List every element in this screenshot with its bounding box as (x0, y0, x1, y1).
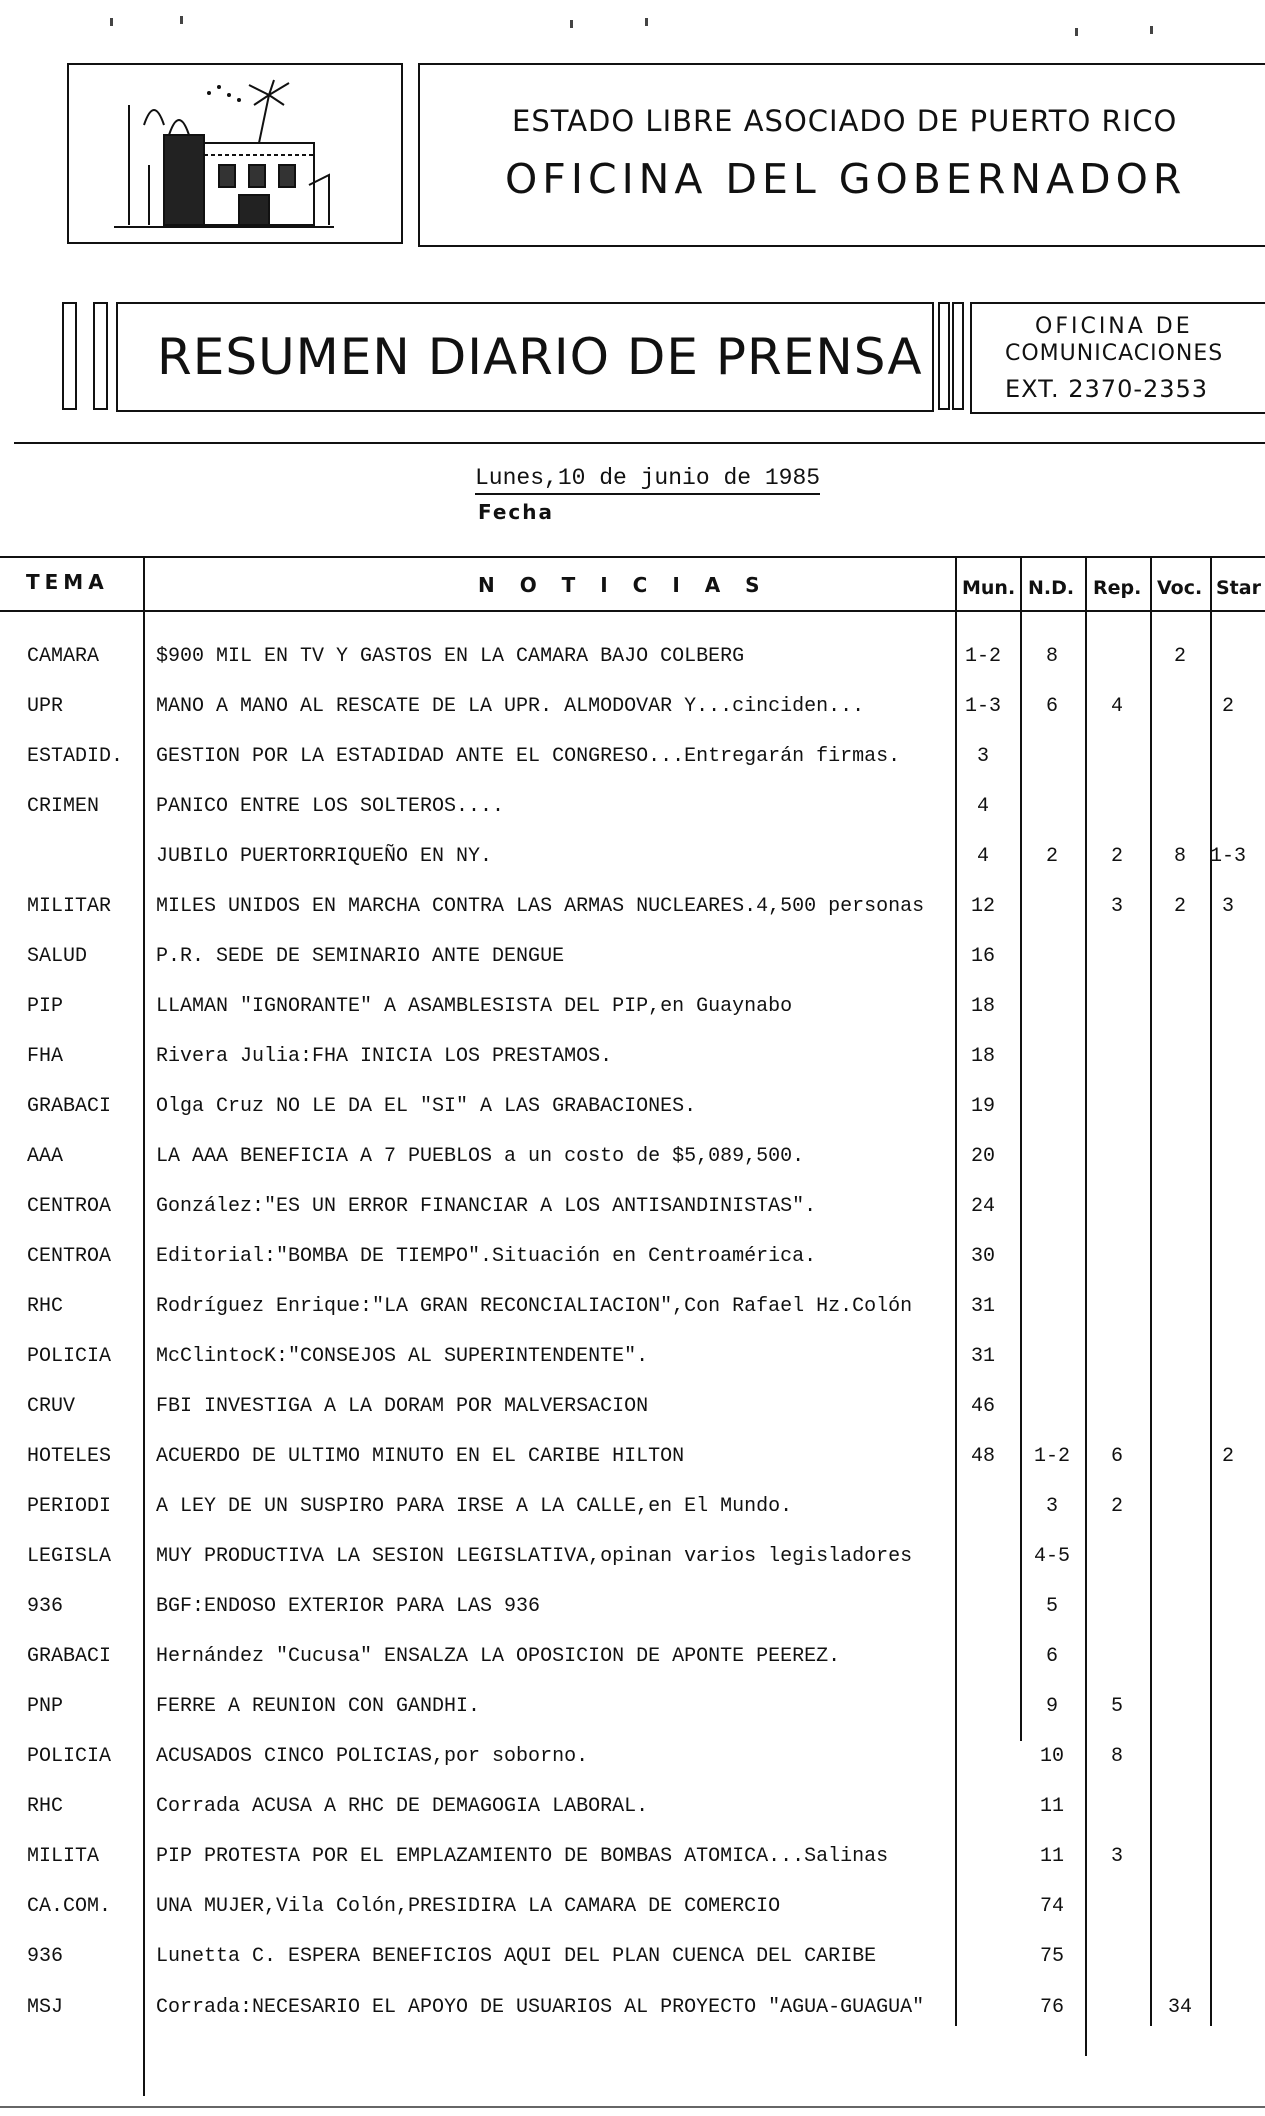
header-mun: Mun. (962, 577, 1016, 599)
row-tema: ESTADID. (27, 745, 124, 768)
row-news: FBI INVESTIGA A LA DORAM POR MALVERSACION (156, 1395, 649, 1418)
row-voc: 8 (1173, 845, 1187, 868)
scan-mark (570, 20, 573, 28)
banner-bar-left-inner (93, 302, 108, 410)
table-row (0, 1045, 1265, 1085)
row-news: ACUSADOS CINCO POLICIAS,por soborno. (156, 1745, 589, 1768)
row-mun: 19 (970, 1095, 996, 1118)
row-tema: RHC (27, 1795, 64, 1818)
table-row (0, 1545, 1265, 1585)
row-news: Hernández "Cucusa" ENSALZA LA OPOSICION DE APONTE PEEREZ. (156, 1645, 841, 1668)
row-rep: 2 (1110, 845, 1124, 868)
row-tema: LEGISLA (27, 1545, 112, 1568)
row-star: 3 (1221, 895, 1235, 918)
row-mun: 31 (970, 1295, 996, 1318)
table-row (0, 1745, 1265, 1785)
row-nd: 4-5 (1033, 1545, 1071, 1568)
row-star: 1-3 (1209, 845, 1247, 868)
table-row (0, 945, 1265, 985)
row-nd: 74 (1039, 1895, 1065, 1918)
scan-mark (645, 18, 648, 26)
banner-bar-left-outer (62, 302, 77, 410)
table-row (0, 695, 1265, 735)
row-news: GESTION POR LA ESTADIDAD ANTE EL CONGRESO...Entregarán firmas. (156, 745, 901, 768)
row-rep: 6 (1110, 1445, 1124, 1468)
row-tema: CAMARA (27, 645, 100, 668)
row-voc: 2 (1173, 895, 1187, 918)
row-tema: POLICIA (27, 1745, 112, 1768)
table-row (0, 1495, 1265, 1535)
office-line2: COMUNICACIONES (1005, 341, 1224, 366)
header-voc: Voc. (1157, 577, 1203, 599)
row-nd: 6 (1045, 1645, 1059, 1668)
row-star: 2 (1221, 695, 1235, 718)
row-news: Olga Cruz NO LE DA EL "SI" A LAS GRABACIONES. (156, 1095, 697, 1118)
header-star: Star (1216, 577, 1261, 599)
table-row (0, 1395, 1265, 1435)
row-mun: 16 (970, 945, 996, 968)
table-row (0, 895, 1265, 935)
row-tema: MSJ (27, 1996, 64, 2019)
row-nd: 11 (1039, 1795, 1065, 1818)
banner-bar-right-inner (938, 302, 950, 410)
row-news: Rodríguez Enrique:"LA GRAN RECONCIALIACION",Con Rafael Hz.Colón (156, 1295, 913, 1318)
row-tema: HOTELES (27, 1445, 112, 1468)
row-news: Corrada ACUSA A RHC DE DEMAGOGIA LABORAL. (156, 1795, 649, 1818)
row-news: ACUERDO DE ULTIMO MINUTO EN EL CARIBE HILTON (156, 1445, 685, 1468)
row-mun: 30 (970, 1245, 996, 1268)
row-mun: 48 (970, 1445, 996, 1468)
row-news: UNA MUJER,Vila Colón,PRESIDIRA LA CAMARA DE COMERCIO (156, 1895, 781, 1918)
row-news: Rivera Julia:FHA INICIA LOS PRESTAMOS. (156, 1045, 613, 1068)
row-tema: GRABACI (27, 1095, 112, 1118)
row-tema: CENTROA (27, 1245, 112, 1268)
row-rep: 5 (1110, 1695, 1124, 1718)
table-row (0, 1895, 1265, 1935)
row-nd: 8 (1045, 645, 1059, 668)
row-news: JUBILO PUERTORRIQUEÑO EN NY. (156, 845, 493, 868)
header-tema: TEMA (26, 570, 109, 594)
row-nd: 1-2 (1033, 1445, 1071, 1468)
row-nd: 6 (1045, 695, 1059, 718)
office-line3: EXT. 2370-2353 (1005, 375, 1209, 403)
table-header-rule (0, 610, 1265, 612)
table-row (0, 995, 1265, 1035)
table-top-rule (0, 556, 1265, 558)
header-noticias: N O T I C I A S (478, 573, 769, 597)
row-mun: 4 (976, 795, 990, 818)
row-tema: SALUD (27, 945, 88, 968)
header-divider (14, 442, 1265, 444)
row-news: BGF:ENDOSO EXTERIOR PARA LAS 936 (156, 1595, 541, 1618)
scan-mark (180, 16, 183, 24)
row-tema: CRIMEN (27, 795, 100, 818)
row-rep: 3 (1110, 895, 1124, 918)
row-nd: 10 (1039, 1745, 1065, 1768)
row-tema: PERIODI (27, 1495, 112, 1518)
table-row (0, 645, 1265, 685)
table-row (0, 1996, 1265, 2036)
table-row (0, 745, 1265, 785)
row-tema: AAA (27, 1145, 64, 1168)
banner-bar-right-outer (952, 302, 964, 410)
row-mun: 12 (970, 895, 996, 918)
row-news: PIP PROTESTA POR EL EMPLAZAMIENTO DE BOMBAS ATOMICA...Salinas (156, 1845, 889, 1868)
row-voc: 2 (1173, 645, 1187, 668)
table-row (0, 1795, 1265, 1835)
table-row (0, 1595, 1265, 1635)
table-row (0, 1445, 1265, 1485)
row-mun: 18 (970, 1045, 996, 1068)
row-nd: 9 (1045, 1695, 1059, 1718)
row-mun: 1-3 (964, 695, 1002, 718)
row-news: FERRE A REUNION CON GANDHI. (156, 1695, 481, 1718)
table-row (0, 1345, 1265, 1385)
row-tema: 936 (27, 1945, 64, 1968)
row-tema: CA.COM. (27, 1895, 112, 1918)
logo-box (67, 63, 403, 244)
row-rep: 3 (1110, 1845, 1124, 1868)
table-row (0, 795, 1265, 835)
table-row (0, 1695, 1265, 1735)
la-fortaleza-illustration (69, 65, 401, 242)
row-nd: 2 (1045, 845, 1059, 868)
table-row (0, 1945, 1265, 1985)
banner-title: RESUMEN DIARIO DE PRENSA (157, 328, 923, 386)
row-tema: POLICIA (27, 1345, 112, 1368)
table-row (0, 1095, 1265, 1135)
table-row (0, 1245, 1265, 1285)
row-news: $900 MIL EN TV Y GASTOS EN LA CAMARA BAJO COLBERG (156, 645, 745, 668)
row-tema: GRABACI (27, 1645, 112, 1668)
row-voc: 34 (1167, 1996, 1193, 2019)
page-bottom-edge (0, 2106, 1265, 2108)
row-rep: 4 (1110, 695, 1124, 718)
row-news: MANO A MANO AL RESCATE DE LA UPR. ALMODOVAR Y...cinciden... (156, 695, 865, 718)
header-line2: OFICINA DEL GOBERNADOR (505, 155, 1187, 203)
scan-mark (110, 18, 113, 26)
row-mun: 4 (976, 845, 990, 868)
row-mun: 31 (970, 1345, 996, 1368)
scan-mark (1150, 26, 1153, 34)
row-tema: PIP (27, 995, 64, 1018)
row-mun: 46 (970, 1395, 996, 1418)
row-mun: 18 (970, 995, 996, 1018)
row-tema: MILITA (27, 1845, 100, 1868)
row-news: LA AAA BENEFICIA A 7 PUEBLOS a un costo de $5,089,500. (156, 1145, 805, 1168)
date-label: Fecha (478, 500, 555, 524)
row-nd: 5 (1045, 1595, 1059, 1618)
table-row (0, 1295, 1265, 1335)
row-news: McClintocK:"CONSEJOS AL SUPERINTENDENTE". (156, 1345, 649, 1368)
row-tema: FHA (27, 1045, 64, 1068)
table-row (0, 1845, 1265, 1885)
table-row (0, 1645, 1265, 1685)
row-tema: 936 (27, 1595, 64, 1618)
scan-mark (1075, 28, 1078, 36)
row-news: Corrada:NECESARIO EL APOYO DE USUARIOS AL PROYECTO "AGUA-GUAGUA" (156, 1996, 925, 2019)
header-rep: Rep. (1093, 577, 1142, 599)
row-rep: 2 (1110, 1495, 1124, 1518)
table-row (0, 845, 1265, 885)
row-news: LLAMAN "IGNORANTE" A ASAMBLESISTA DEL PIP,en Guaynabo (156, 995, 793, 1018)
header-nd: N.D. (1028, 577, 1075, 599)
row-news: MUY PRODUCTIVA LA SESION LEGISLATIVA,opinan varios legisladores (156, 1545, 913, 1568)
row-news: MILES UNIDOS EN MARCHA CONTRA LAS ARMAS NUCLEARES.4,500 personas (156, 895, 925, 918)
row-news: Lunetta C. ESPERA BENEFICIOS AQUI DEL PLAN CUENCA DEL CARIBE (156, 1945, 877, 1968)
row-star: 2 (1221, 1445, 1235, 1468)
row-tema: RHC (27, 1295, 64, 1318)
row-news: A LEY DE UN SUSPIRO PARA IRSE A LA CALLE,en El Mundo. (156, 1495, 793, 1518)
table-row (0, 1195, 1265, 1235)
row-tema: CENTROA (27, 1195, 112, 1218)
row-nd: 75 (1039, 1945, 1065, 1968)
row-news: PANICO ENTRE LOS SOLTEROS.... (156, 795, 505, 818)
row-nd: 3 (1045, 1495, 1059, 1518)
table-row (0, 1145, 1265, 1185)
row-mun: 24 (970, 1195, 996, 1218)
row-rep: 8 (1110, 1745, 1124, 1768)
row-news: Editorial:"BOMBA DE TIEMPO".Situación en Centroamérica. (156, 1245, 817, 1268)
row-news: González:"ES UN ERROR FINANCIAR A LOS ANTISANDINISTAS". (156, 1195, 817, 1218)
row-tema: MILITAR (27, 895, 112, 918)
row-tema: PNP (27, 1695, 64, 1718)
row-mun: 20 (970, 1145, 996, 1168)
header-line1: ESTADO LIBRE ASOCIADO DE PUERTO RICO (512, 104, 1178, 138)
row-nd: 11 (1039, 1845, 1065, 1868)
row-tema: UPR (27, 695, 64, 718)
row-mun: 1-2 (964, 645, 1002, 668)
row-mun: 3 (976, 745, 990, 768)
row-tema: CRUV (27, 1395, 76, 1418)
office-line1: OFICINA DE (1035, 314, 1193, 339)
row-news: P.R. SEDE DE SEMINARIO ANTE DENGUE (156, 945, 565, 968)
row-nd: 76 (1039, 1996, 1065, 2019)
date-value: Lunes,10 de junio de 1985 (475, 465, 820, 495)
